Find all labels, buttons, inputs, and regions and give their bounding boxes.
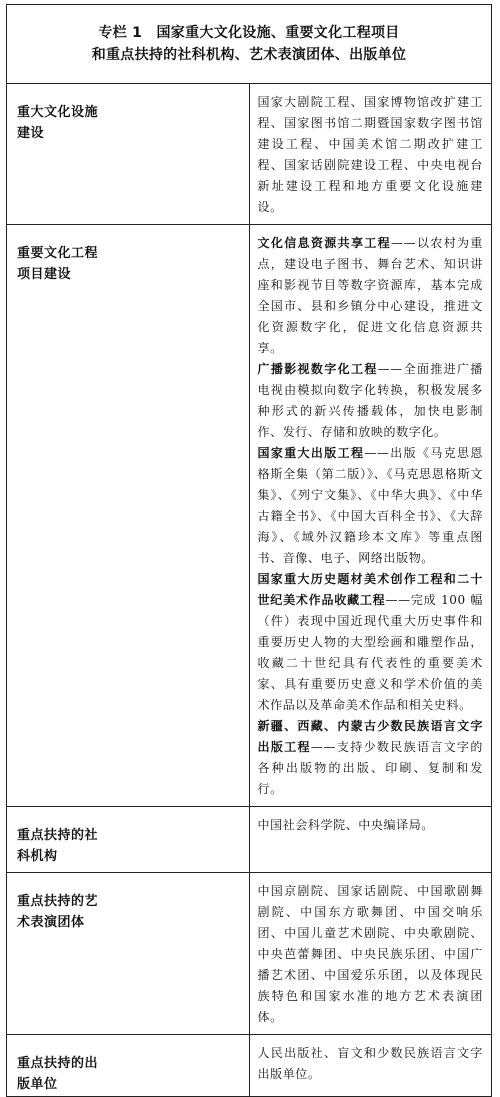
project-item-text: ——出版《马克思恩格斯全集（第二版）》、《马克思恩格斯文集》、《列宁文集》、《中华大典》、《中华古籍全书》、《中国大百科全书》、《大辞海》、《域外汉籍珍本文库》等重点图书、音像、电子、网络出版物。 [257, 446, 483, 565]
content-cell-projects [249, 225, 492, 807]
project-item-title: 文化信息资源共享工程 [257, 236, 392, 250]
box-title-line-2: 和重点扶持的社科机构、艺术表演团体、出版单位 [91, 47, 407, 63]
feature-box-table [6, 4, 492, 1097]
row-publishers [7, 1035, 492, 1097]
project-item-text: ——支持少数民族语言文字的各种出版物的出版、印刷、复制和发行。 [257, 740, 483, 796]
project-item [258, 716, 484, 800]
content-cell-troupes [249, 873, 492, 1035]
label-institutions-line-1: 重点扶持的社 [17, 828, 99, 843]
label-cell-institutions [7, 807, 250, 873]
label-facilities-line-1: 重大文化设施 [17, 105, 99, 120]
label-troupes-line-2: 术表演团体 [17, 915, 85, 930]
content-cell-institutions [249, 807, 492, 873]
project-item-title: 新疆、西藏、内蒙古少数民族语言文字出版工程 [257, 719, 483, 754]
project-item [258, 443, 484, 569]
row-institutions [7, 807, 492, 873]
label-institutions-line-2: 科机构 [17, 849, 58, 864]
row-troupes [7, 873, 492, 1035]
project-item-text: ——完成 100 幅（件）表现中国近现代重大历史事件和重要历史人物的大型绘画和雕塑作品，收藏二十世纪具有代表性的重要美术家、具有重要历史意义和学术价值的美术作品以及革命美术作品和相关史料。 [257, 593, 483, 712]
title-row [7, 5, 492, 84]
label-facilities-line-2: 建设 [17, 126, 45, 141]
project-item [258, 359, 484, 443]
content-institutions: 中国社会科学院、中央编译局。 [257, 818, 434, 832]
label-troupes-line-1: 重点扶持的艺 [17, 894, 99, 909]
content-cell-facilities [249, 84, 492, 225]
content-facilities: 国家大剧院工程、国家博物馆改扩建工程、国家图书馆二期暨国家数字图书馆建设工程、中国美术馆二期改扩建工程、国家话剧院建设工程、中央电视台新址建设工程和地方重要文化设施建设。 [257, 95, 483, 214]
project-item-text: ——以农村为重点，建设电子图书、舞台艺术、知识讲座和影视节目等数字资源库，基本完成全国市、县和乡镇分中心建设，推进文化资源数字化，促进文化信息资源共享。 [257, 236, 483, 355]
project-item-text: ——全面推进广播电视由模拟向数字化转换，积极发展多种形式的新兴传播载体，加快电影制作、发行、存储和放映的数字化。 [257, 362, 483, 439]
content-cell-publishers [249, 1035, 492, 1097]
label-publishers-line-2: 版单位 [17, 1077, 58, 1092]
label-cell-facilities [7, 84, 250, 225]
content-troupes: 中国京剧院、国家话剧院、中国歌剧舞剧院、中国东方歌舞团、中国交响乐团、中国儿童艺术剧院、中央歌剧院、中央芭蕾舞团、中央民族乐团、中国广播艺术团、中国爱乐乐团，以及体现民族特色和国家水准的地方艺术表演团体。 [257, 884, 483, 1024]
project-item-title: 广播影视数字化工程 [257, 362, 378, 376]
label-projects-line-1: 重要文化工程 [17, 246, 99, 261]
label-projects-line-2: 项目建设 [17, 267, 72, 282]
box-title-line-1: 专栏 1 国家重大文化设施、重要文化工程项目 [98, 25, 400, 41]
label-publishers-line-1: 重点扶持的出 [17, 1056, 99, 1071]
row-projects [7, 225, 492, 807]
project-item-title: 国家重大出版工程 [257, 446, 365, 460]
title-cell [7, 5, 492, 84]
project-item [258, 569, 484, 716]
row-facilities [7, 84, 492, 225]
project-item-title: 国家重大历史题材美术创作工程和二十世纪美术作品收藏工程 [257, 572, 483, 607]
label-cell-publishers [7, 1035, 250, 1097]
content-projects [258, 233, 484, 800]
label-cell-projects [7, 225, 250, 807]
project-item [258, 233, 484, 359]
content-publishers: 人民出版社、盲文和少数民族语言文字出版单位。 [257, 1046, 483, 1081]
label-cell-troupes [7, 873, 250, 1035]
